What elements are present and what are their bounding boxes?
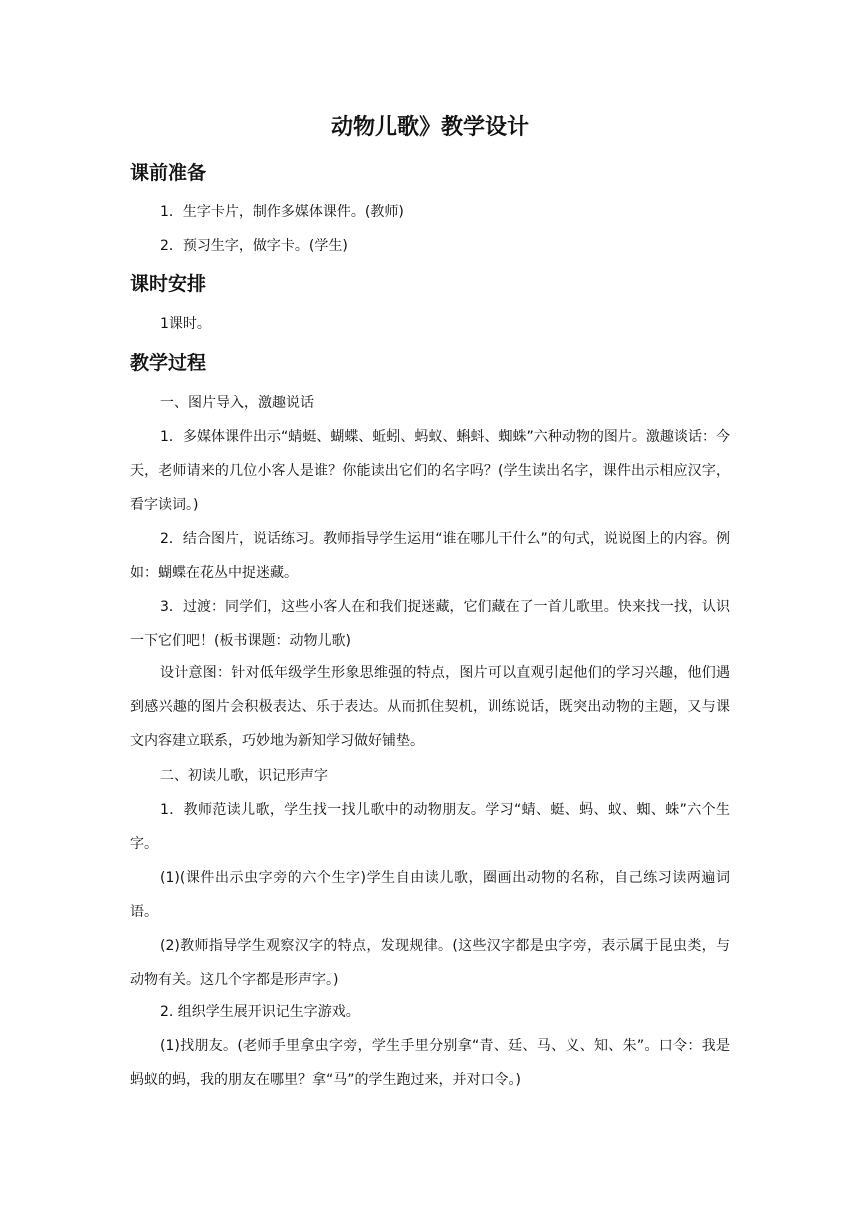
paragraph: 1．生字卡片，制作多媒体课件。(教师) xyxy=(160,204,404,220)
paragraph: 3．过渡：同学们，这些小客人在和我们捉迷藏，它们藏在了一首儿歌里。快来找一找，认识一下它们吧！(板书课题：动物儿歌) xyxy=(130,599,730,649)
paragraph: 一、图片导入，激趣说话 xyxy=(160,395,314,411)
paragraph: (2)教师指导学生观察汉字的特点，发现规律。(这些汉字都是虫字旁，表示属于昆虫类，与动物有关。这几个字都是形声字。) xyxy=(130,938,730,988)
section-heading-schedule: 课时安排 xyxy=(130,273,207,295)
paragraph: 2. 组织学生展开识记生字游戏。 xyxy=(160,1004,360,1020)
paragraph: (1)找朋友。(老师手里拿虫字旁，学生手里分别拿“青、廷、马、义、知、朱”。口令：我是蚂蚁的蚂，我的朋友在哪里？拿“马”的学生跑过来，并对口令。) xyxy=(130,1038,730,1088)
paragraph: 1课时。 xyxy=(160,316,211,332)
paragraph: 1．教师范读儿歌，学生找一找儿歌中的动物朋友。学习“蜻、蜓、蚂、蚁、蜘、蛛”六个生字。 xyxy=(130,802,730,852)
paragraph: 2．结合图片，说话练习。教师指导学生运用“谁在哪儿干什么”的句式，说说图上的内容。例如：蝴蝶在花丛中捉迷藏。 xyxy=(130,531,730,581)
section-heading-process: 教学过程 xyxy=(130,352,207,374)
paragraph: (1)(课件出示虫字旁的六个生字)学生自由读儿歌，圈画出动物的名称，自己练习读两遍词语。 xyxy=(130,870,730,920)
document-title: 动物儿歌》教学设计 xyxy=(330,115,529,140)
section-heading-preparation: 课前准备 xyxy=(130,162,207,184)
paragraph: 设计意图：针对低年级学生形象思维强的特点，图片可以直观引起他们的学习兴趣，他们遇到感兴趣的图片会积极表达、乐于表达。从而抓住契机，训练说话，既突出动物的主题，又与课文内容建立联系，巧妙地为新知学习做好铺垫。 xyxy=(130,665,730,749)
paragraph: 2．预习生字，做字卡。(学生) xyxy=(160,238,348,254)
paragraph: 1．多媒体课件出示“蜻蜓、蝴蝶、蚯蚓、蚂蚁、蝌蚪、蜘蛛”六种动物的图片。激趣谈话：今天，老师请来的几位小客人是谁？你能读出它们的名字吗？(学生读出名字，课件出示相应汉字，看字读词。) xyxy=(130,429,730,513)
paragraph: 二、初读儿歌，识记形声字 xyxy=(160,768,328,784)
